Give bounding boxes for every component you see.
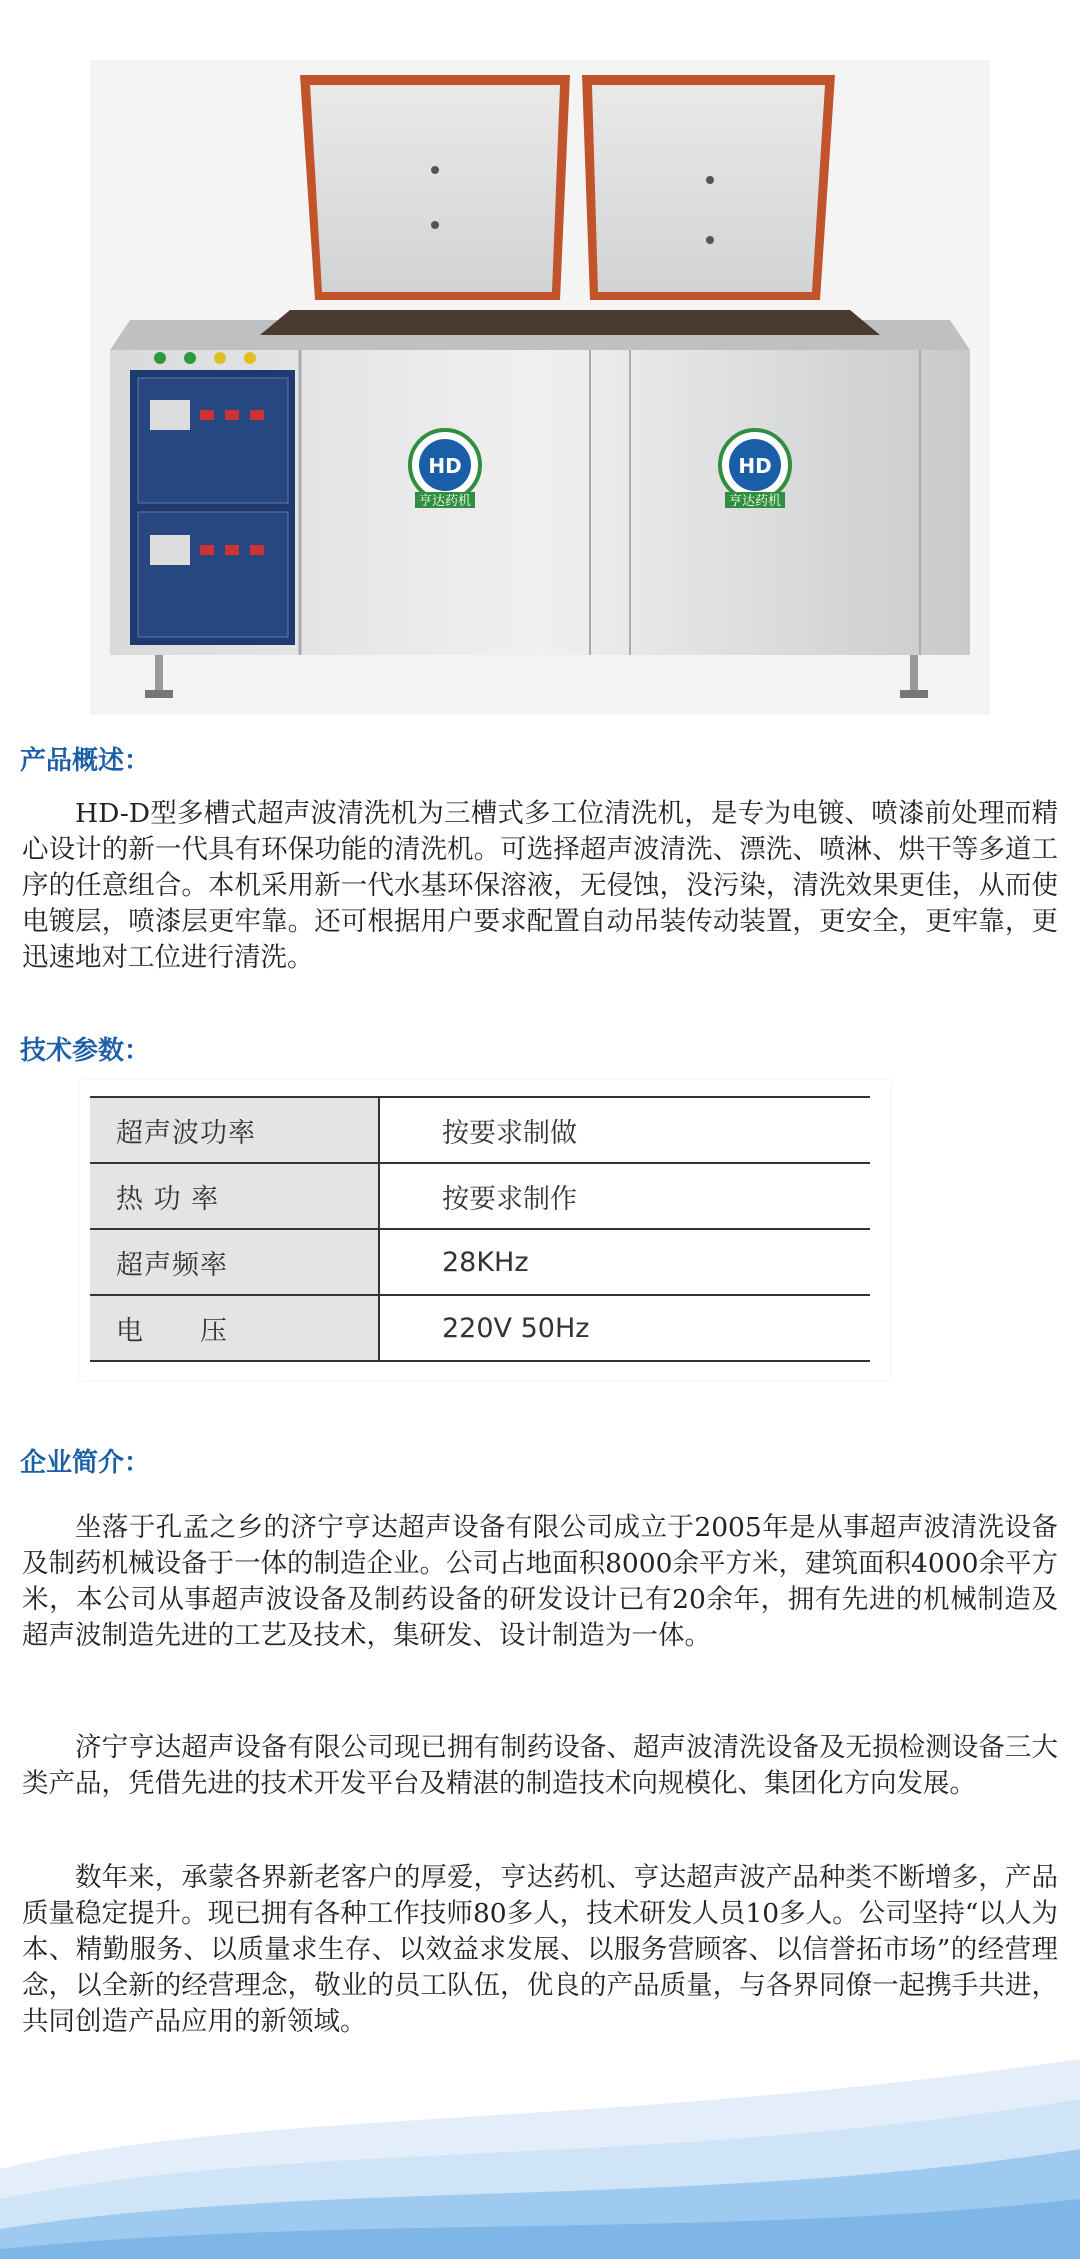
logo-monogram-right: HD bbox=[738, 454, 772, 478]
logo-text-right: 亨达药机 bbox=[728, 494, 782, 509]
company-paragraph-2: 济宁亨达超声设备有限公司现已拥有制药设备、超声波清洗设备及无损检测设备三大类产品，凭借先进的技术开发平台及精湛的制造技术向规模化、集团化方向发展。 bbox=[22, 1732, 1058, 1799]
specs-table-frame bbox=[80, 1080, 890, 1380]
spec-label: 电 压 bbox=[90, 1295, 379, 1361]
spec-row-heating-power bbox=[90, 1163, 870, 1229]
spec-label: 超声频率 bbox=[90, 1229, 379, 1295]
company-title: 企业简介： bbox=[20, 1448, 151, 1478]
spec-row-ultrasonic-power bbox=[90, 1097, 870, 1163]
specs-table bbox=[90, 1096, 870, 1362]
ultrasonic-cleaner-illustration bbox=[90, 60, 990, 715]
spec-label: 热 功 率 bbox=[90, 1163, 379, 1229]
overview-title: 产品概述： bbox=[20, 746, 151, 776]
spec-label: 超声波功率 bbox=[90, 1097, 379, 1163]
company-paragraph-3: 数年来，承蒙各界新老客户的厚爱，亨达药机、亨达超声波产品种类不断增多，产品质量稳定提升。现已拥有各种工作技师80多人，技术研发人员10多人。公司坚持“以人为本、精勤服务、以质量求生存、以效益求发展、以服务营顾客、以信誉拓市场”的经营理念，以全新的经营理念，敬业的员工队伍，优良的产品质量，与各界同僚一起携手共进，共同创造产品应用的新领域。 bbox=[22, 1862, 1058, 2037]
overview-paragraph: HD-D型多槽式超声波清洗机为三槽式多工位清洗机，是专为电镀、喷漆前处理而精心设计的新一代具有环保功能的清洗机。可选择超声波清洗、漂洗、喷淋、烘干等多道工序的任意组合。本机采用新一代水基环保溶液，无侵蚀，没污染，清洗效果更佳，从而使电镀层，喷漆层更牢靠。还可根据用户要求配置自动吊装传动装置，更安全，更牢靠，更迅速地对工位进行清洗。 bbox=[22, 798, 1058, 973]
logo-monogram-left: HD bbox=[428, 454, 462, 478]
product-photo bbox=[90, 60, 990, 715]
decorative-wave bbox=[0, 1999, 1080, 2259]
spec-row-voltage bbox=[90, 1295, 870, 1361]
company-paragraph-1: 坐落于孔孟之乡的济宁亨达超声设备有限公司成立于2005年是从事超声波清洗设备及制药机械设备于一体的制造企业。公司占地面积8000余平方米，建筑面积4000余平方米，本公司从事超声波设备及制药设备的研发设计已有20余年，拥有先进的机械制造及超声波制造先进的工艺及技术，集研发、设计制造为一体。 bbox=[22, 1512, 1058, 1651]
spec-value: 220V 50Hz bbox=[379, 1295, 870, 1361]
spec-value: 28KHz bbox=[379, 1229, 870, 1295]
logo-text-left: 亨达药机 bbox=[418, 494, 472, 509]
spec-value: 按要求制作 bbox=[379, 1163, 870, 1229]
spec-value: 按要求制做 bbox=[379, 1097, 870, 1163]
specs-title: 技术参数： bbox=[20, 1036, 151, 1066]
spec-row-frequency bbox=[90, 1229, 870, 1295]
